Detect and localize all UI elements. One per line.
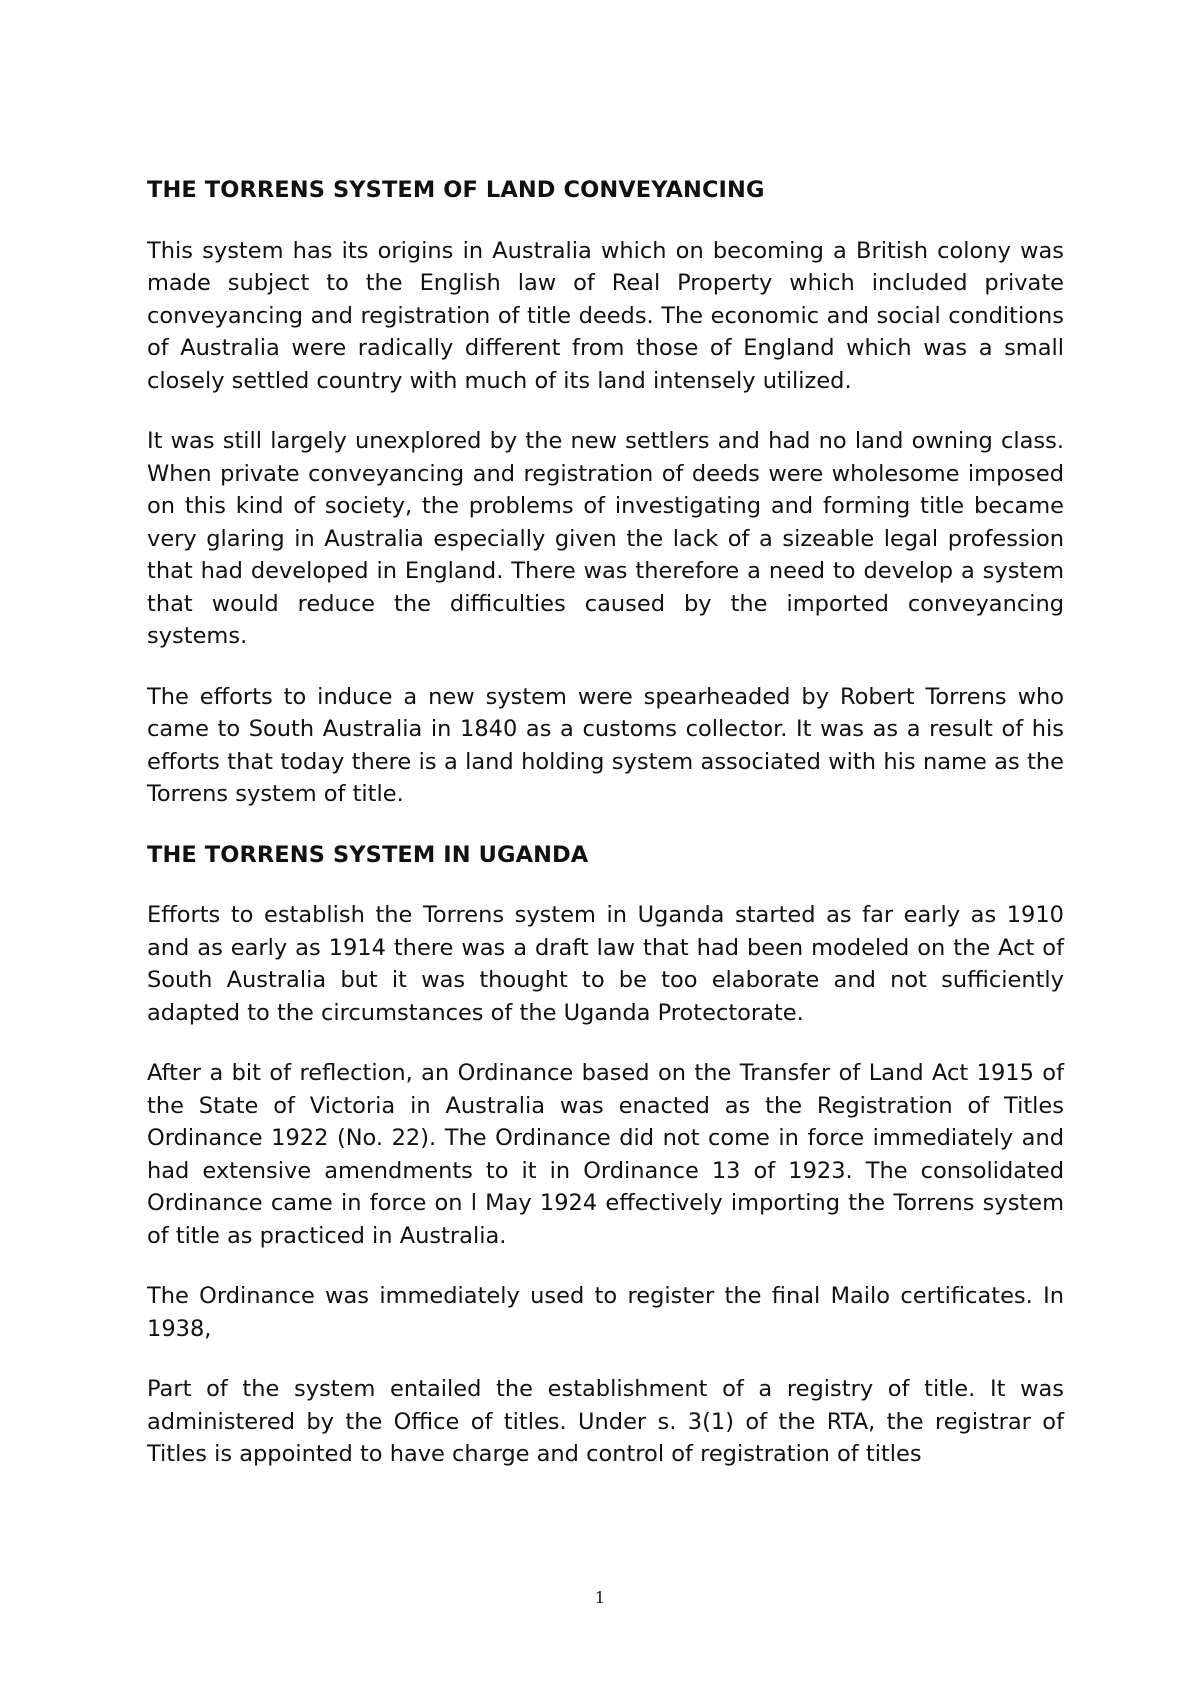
section-heading-conveyancing: THE TORRENS SYSTEM OF LAND CONVEYANCING: [147, 177, 765, 203]
paragraph-registry: Part of the system entailed the establishment of a registry of title. It was administered by the Office of titles. Under s. 3(1) of the RTA, the registrar of Titles is appointed to have charge and control of registration of titles: [147, 1376, 1064, 1467]
paragraph-ordinance: After a bit of reflection, an Ordinance based on the Transfer of Land Act 1915 of the State of Victoria in Australia was enacted as the Registration of Titles Ordinance 1922 (No. 22). The Ordinance did not come in force immediately and had extensive amendments to it in Ordinance 13 of 1923. The consolidated Ordinance came in force on l May 1924 effectively importing the Torrens system of title as practiced in Australia.: [147, 1060, 1064, 1249]
page-number: 1: [594, 1588, 606, 1607]
paragraph-mailo: The Ordinance was immediately used to register the final Mailo certificates. In 1938,: [147, 1283, 1064, 1342]
paragraph-uganda-efforts: Efforts to establish the Torrens system in Uganda started as far early as 1910 and as early as 1914 there was a draft law that had been modeled on the Act of South Australia but it was thought to be too elaborate and not sufficiently adapted to the circumstances of the Uganda Protectorate.: [147, 902, 1064, 1026]
paragraph-robert-torrens: The efforts to induce a new system were spearheaded by Robert Torrens who came to South Australia in 1840 as a customs collector. It was as a result of his efforts that today there is a land holding system associated with his name as the Torrens system of title.: [147, 683, 1064, 807]
section-heading-uganda: THE TORRENS SYSTEM IN UGANDA: [147, 841, 589, 868]
paragraph-origins: This system has its origins in Australia which on becoming a British colony was made subject to the English law of Real Property which included private conveyancing and registration of title deeds. The economic and social conditions of Australia were radically different from those of England which was a small closely settled country with much of its land intensely utilized.: [147, 237, 1064, 394]
paragraph-unexplored: It was still largely unexplored by the new settlers and had no land owning class. When private conveyancing and registration of deeds were wholesome imposed on this kind of society, the problems of investigating and forming title became very glaring in Australia especially given the lack of a sizeable legal profession that had developed in England. There was therefore a need to develop a system that would reduce the difficulties caused by the imported conveyancing systems.: [147, 428, 1064, 649]
document-body: [147, 174, 1064, 1471]
